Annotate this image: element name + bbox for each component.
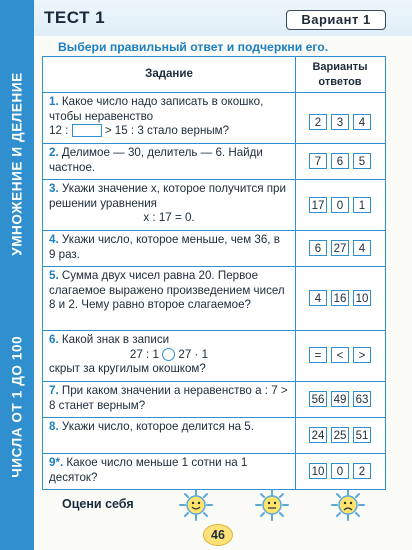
- answer-options: [295, 391, 385, 407]
- side-title-numbers: ЧИСЛА ОТ 1 ДО 100: [9, 335, 25, 478]
- answer-option[interactable]: 2: [309, 114, 327, 130]
- question-body: Какое число надо записать в окошко, чтобы неравенство: [49, 95, 264, 123]
- question-text: [49, 182, 289, 226]
- question-number: 1.: [49, 95, 59, 108]
- answer-options: [295, 240, 385, 256]
- self-assessment-label: Оцени себя: [62, 497, 134, 511]
- table-row: [43, 453, 385, 489]
- question-number: 2.: [49, 146, 59, 159]
- question-body: Сумма двух чисел равна 20. Первое слагаемое выражено произведением чисел 8 и 2. Чему равно второе слагаемое?: [49, 269, 285, 311]
- answer-option[interactable]: 17: [309, 197, 327, 213]
- sun-icon[interactable]: [328, 489, 368, 521]
- table-row: [43, 330, 385, 382]
- answer-option[interactable]: 24: [309, 427, 327, 443]
- question-body: Укажи значение x, которое получится при решении уравнения: [49, 182, 286, 210]
- answer-options: [295, 427, 385, 443]
- table-row: [43, 179, 385, 231]
- answer-option[interactable]: 4: [309, 290, 327, 306]
- circle-window: [162, 348, 175, 361]
- test-table: [42, 56, 386, 490]
- side-title: [10, 72, 25, 477]
- answer-option[interactable]: 6: [331, 153, 349, 169]
- sun-icon[interactable]: [176, 489, 216, 521]
- equation-part: 27 : 1: [129, 347, 159, 361]
- equation-part: > 15 : 3 стало верным?: [104, 124, 230, 137]
- answer-option[interactable]: >: [353, 347, 371, 363]
- table-row: [43, 417, 385, 454]
- answer-options: [295, 463, 385, 479]
- answer-option[interactable]: 56: [309, 391, 327, 407]
- table-row: [43, 230, 385, 267]
- answer-option[interactable]: 25: [331, 427, 349, 443]
- answer-options: [295, 290, 385, 306]
- answer-options: [295, 114, 385, 130]
- header-task: Задание: [145, 68, 193, 80]
- question-text: [49, 456, 289, 485]
- equation-part: 27 · 1: [178, 347, 209, 361]
- answer-option[interactable]: 1: [353, 197, 371, 213]
- equation-part: 12 :: [49, 124, 69, 137]
- answer-option[interactable]: 6: [309, 240, 327, 256]
- answer-options: [295, 153, 385, 169]
- header-answers: Варианты ответов: [312, 61, 368, 88]
- table-header: [43, 57, 385, 93]
- side-title-topic: УМНОЖЕНИЕ И ДЕЛЕНИЕ: [9, 72, 25, 256]
- question-equation: x : 17 = 0.: [143, 211, 195, 224]
- question-equation: [49, 348, 289, 363]
- question-number: 4.: [49, 233, 59, 246]
- question-body: При каком значении a неравенство a : 7 > 8 станет верным?: [49, 384, 288, 412]
- table-row: [43, 143, 385, 180]
- question-text: [49, 420, 289, 435]
- answer-options: [295, 197, 385, 213]
- question-number: 9*.: [49, 456, 64, 469]
- answer-option[interactable]: 4: [353, 240, 371, 256]
- question-number: 8.: [49, 420, 59, 433]
- instruction: Выбери правильный ответ и подчеркни его.: [58, 40, 329, 54]
- page-number: 46: [203, 524, 233, 546]
- question-body: Делимое — 30, делитель — 6. Найди частное.: [49, 146, 263, 174]
- answer-option[interactable]: 3: [331, 114, 349, 130]
- question-equation: [49, 124, 229, 137]
- answer-option[interactable]: 51: [353, 427, 371, 443]
- question-text: [49, 269, 289, 313]
- answer-option[interactable]: 27: [331, 240, 349, 256]
- question-number: 7.: [49, 384, 59, 397]
- answer-option[interactable]: 2: [353, 463, 371, 479]
- question-body: Какой знак в записи: [61, 333, 170, 346]
- answer-option[interactable]: 7: [309, 153, 327, 169]
- sun-icon[interactable]: [252, 489, 292, 521]
- answer-option[interactable]: 63: [353, 391, 371, 407]
- table-row: [43, 92, 385, 144]
- answer-option[interactable]: 5: [353, 153, 371, 169]
- answer-option[interactable]: =: [309, 347, 327, 363]
- answer-option[interactable]: 0: [331, 463, 349, 479]
- answer-option[interactable]: 10: [309, 463, 327, 479]
- question-body: Укажи число, которое меньше, чем 36, в 9 раз.: [49, 233, 280, 261]
- table-row: [43, 381, 385, 418]
- answer-options: [295, 347, 385, 363]
- question-text: [49, 233, 289, 262]
- answer-option[interactable]: <: [331, 347, 349, 363]
- test-title: ТЕСТ 1: [44, 8, 106, 27]
- table-row: [43, 266, 385, 331]
- question-tail: скрыт за кругилым окошком?: [49, 362, 206, 375]
- answer-blank: [72, 124, 102, 137]
- answer-option[interactable]: 4: [353, 114, 371, 130]
- question-body: Укажи число, которое делится на 5.: [61, 420, 254, 433]
- question-number: 3.: [49, 182, 59, 195]
- answer-option[interactable]: 0: [331, 197, 349, 213]
- question-number: 5.: [49, 269, 59, 282]
- question-number: 6.: [49, 333, 59, 346]
- side-band: [0, 0, 34, 550]
- question-text: [49, 95, 289, 139]
- question-text: [49, 384, 289, 413]
- answer-option[interactable]: 49: [331, 391, 349, 407]
- variant-label: Вариант 1: [286, 10, 386, 30]
- question-body: Какое число меньше 1 сотни на 1 десяток?: [49, 456, 248, 484]
- answer-option[interactable]: 10: [353, 290, 371, 306]
- question-text: [49, 333, 289, 377]
- answer-option[interactable]: 16: [331, 290, 349, 306]
- question-text: [49, 146, 289, 175]
